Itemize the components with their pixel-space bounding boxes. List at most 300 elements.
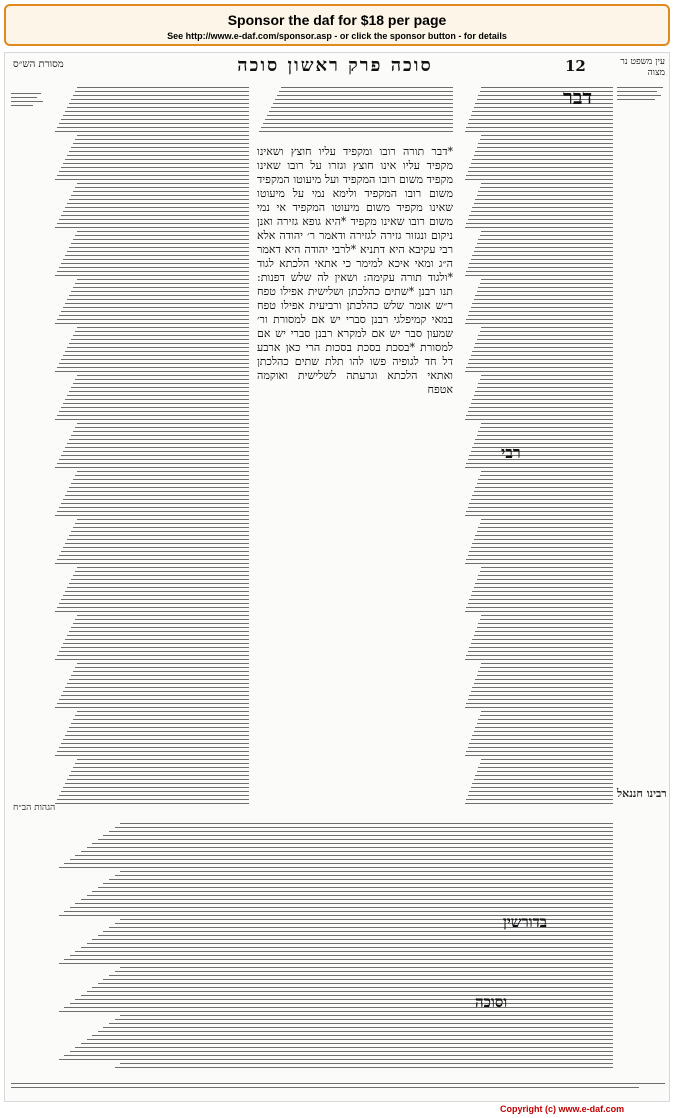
text-line xyxy=(481,327,613,328)
text-line xyxy=(59,555,249,556)
text-line xyxy=(472,543,613,544)
sponsor-title[interactable]: Sponsor the daf for $18 per page xyxy=(227,12,447,28)
text-line xyxy=(471,403,614,404)
text-line xyxy=(481,711,613,712)
text-line xyxy=(55,659,249,660)
text-line xyxy=(63,259,249,260)
text-line xyxy=(109,879,613,880)
text-line xyxy=(57,511,249,512)
text-line xyxy=(81,851,613,852)
text-line xyxy=(77,519,249,520)
text-line xyxy=(77,135,249,136)
text-line xyxy=(465,227,614,228)
text-line xyxy=(65,303,249,304)
text-line xyxy=(477,195,614,196)
text-line xyxy=(65,591,249,592)
text-line xyxy=(73,239,249,240)
text-line xyxy=(63,547,249,548)
text-line xyxy=(77,87,249,88)
text-line xyxy=(259,131,453,132)
text-line xyxy=(474,779,614,780)
text-line xyxy=(478,527,613,528)
text-line xyxy=(61,263,249,264)
text-line xyxy=(478,143,613,144)
text-line xyxy=(81,995,613,996)
text-line xyxy=(67,539,249,540)
text-line xyxy=(465,419,614,420)
text-line xyxy=(77,327,249,328)
text-line xyxy=(469,215,613,216)
text-line xyxy=(63,643,249,644)
text-line xyxy=(92,939,613,940)
text-line xyxy=(109,975,613,976)
text-line xyxy=(478,383,613,384)
text-line xyxy=(474,299,614,300)
text-line xyxy=(67,683,249,684)
text-line xyxy=(475,727,613,728)
text-line xyxy=(55,803,249,804)
text-line xyxy=(64,1055,613,1056)
text-line xyxy=(469,455,613,456)
sponsor-subtitle: See http://www.e-daf.com/sponsor.asp - or click the sponsor button - for details xyxy=(167,31,507,41)
text-line xyxy=(55,275,249,276)
text-line xyxy=(55,419,249,420)
text-line xyxy=(75,951,613,952)
text-line xyxy=(65,447,249,448)
text-line xyxy=(65,399,249,400)
text-line xyxy=(481,279,613,280)
text-line xyxy=(103,1027,613,1028)
text-line xyxy=(57,127,249,128)
text-line xyxy=(115,875,613,876)
text-line xyxy=(120,871,613,872)
text-line xyxy=(61,311,249,312)
text-line xyxy=(71,387,249,388)
text-line xyxy=(469,407,613,408)
text-line xyxy=(69,151,249,152)
text-line xyxy=(63,355,249,356)
text-line xyxy=(59,315,249,316)
text-line xyxy=(73,527,249,528)
text-line xyxy=(468,171,614,172)
text-line xyxy=(73,767,249,768)
text-line xyxy=(59,747,249,748)
text-line xyxy=(468,459,614,460)
text-line xyxy=(271,107,453,108)
text-line xyxy=(475,295,613,296)
ein-mishpat-label: עין משפט נר מצוה xyxy=(620,57,665,78)
text-line xyxy=(73,431,249,432)
text-line xyxy=(69,583,249,584)
text-line xyxy=(475,439,613,440)
text-line xyxy=(57,655,249,656)
text-line xyxy=(468,123,614,124)
text-line xyxy=(67,155,249,156)
text-line xyxy=(57,319,249,320)
text-line xyxy=(481,519,613,520)
text-line xyxy=(61,407,249,408)
text-line xyxy=(59,1011,613,1012)
text-line xyxy=(69,343,249,344)
text-line xyxy=(478,287,613,288)
text-line xyxy=(67,635,249,636)
text-line xyxy=(65,207,249,208)
text-line xyxy=(474,731,614,732)
text-line xyxy=(480,667,614,668)
text-line xyxy=(63,451,249,452)
text-line xyxy=(465,179,614,180)
text-line xyxy=(480,331,614,332)
text-line xyxy=(75,523,249,524)
text-line xyxy=(73,191,249,192)
text-line xyxy=(480,283,614,284)
text-line xyxy=(59,171,249,172)
text-line xyxy=(472,255,613,256)
text-line xyxy=(273,103,453,104)
text-line xyxy=(69,199,249,200)
right-margin-column xyxy=(617,87,667,767)
text-line xyxy=(55,179,249,180)
text-line xyxy=(466,175,613,176)
text-line xyxy=(71,627,249,628)
text-line xyxy=(61,695,249,696)
text-line xyxy=(478,335,613,336)
text-line xyxy=(474,683,614,684)
text-line xyxy=(75,427,249,428)
text-line xyxy=(67,299,249,300)
text-line xyxy=(120,967,613,968)
text-line xyxy=(480,379,614,380)
text-line xyxy=(77,471,249,472)
text-line xyxy=(77,423,249,424)
sponsor-banner[interactable] xyxy=(4,4,670,46)
text-line xyxy=(65,255,249,256)
text-line xyxy=(469,119,613,120)
text-line xyxy=(57,799,249,800)
text-line xyxy=(475,151,613,152)
text-line xyxy=(263,123,453,124)
text-line xyxy=(64,863,613,864)
text-line xyxy=(71,771,249,772)
text-line xyxy=(67,587,249,588)
text-line xyxy=(73,383,249,384)
text-line xyxy=(465,707,614,708)
text-line xyxy=(472,111,613,112)
text-line xyxy=(469,167,613,168)
text-line xyxy=(55,611,249,612)
text-line xyxy=(469,263,613,264)
text-line xyxy=(474,203,614,204)
text-line xyxy=(67,203,249,204)
text-line xyxy=(77,375,249,376)
text-line xyxy=(57,223,249,224)
text-line xyxy=(73,335,249,336)
text-line xyxy=(103,835,613,836)
text-line xyxy=(471,499,614,500)
text-line xyxy=(63,739,249,740)
text-line xyxy=(77,759,249,760)
text-line xyxy=(465,659,614,660)
text-line xyxy=(71,579,249,580)
text-line xyxy=(475,343,613,344)
text-line xyxy=(115,1067,613,1068)
footnote-strip xyxy=(11,1083,665,1101)
text-line xyxy=(92,1035,613,1036)
text-line xyxy=(478,671,613,672)
text-line xyxy=(471,595,614,596)
text-line xyxy=(75,999,613,1000)
text-line xyxy=(67,491,249,492)
text-line xyxy=(472,399,613,400)
text-line xyxy=(109,831,613,832)
text-line xyxy=(98,935,613,936)
mesoret-hashas-label: מסורת הש״ס xyxy=(13,59,64,70)
text-line xyxy=(465,467,614,468)
text-line xyxy=(59,867,613,868)
text-line xyxy=(478,95,613,96)
text-line xyxy=(63,403,249,404)
text-line xyxy=(481,663,613,664)
text-line xyxy=(469,791,613,792)
text-line xyxy=(87,895,613,896)
text-line xyxy=(474,491,614,492)
text-line xyxy=(465,275,614,276)
text-line xyxy=(103,979,613,980)
text-line xyxy=(55,227,249,228)
text-line xyxy=(73,719,249,720)
text-line xyxy=(472,351,613,352)
text-line xyxy=(472,159,613,160)
text-line xyxy=(471,259,614,260)
text-line xyxy=(477,291,614,292)
text-line xyxy=(471,787,614,788)
text-line xyxy=(480,427,614,428)
text-line xyxy=(466,319,613,320)
text-line xyxy=(75,331,249,332)
text-line xyxy=(474,347,614,348)
text-line xyxy=(477,243,614,244)
text-line xyxy=(480,235,614,236)
text-line xyxy=(477,435,614,436)
text-line xyxy=(477,387,614,388)
text-line xyxy=(468,219,614,220)
text-line xyxy=(478,431,613,432)
text-line xyxy=(63,499,249,500)
text-line xyxy=(65,639,249,640)
text-line xyxy=(481,567,613,568)
rashi-second-word: רבי xyxy=(501,443,521,462)
text-line xyxy=(71,339,249,340)
text-line xyxy=(67,443,249,444)
text-line xyxy=(474,635,614,636)
text-line xyxy=(67,347,249,348)
text-line xyxy=(75,235,249,236)
text-line xyxy=(73,575,249,576)
text-line xyxy=(468,315,614,316)
text-line xyxy=(477,723,614,724)
text-line xyxy=(77,663,249,664)
text-line xyxy=(61,167,249,168)
text-line xyxy=(471,307,614,308)
text-line xyxy=(481,231,613,232)
text-line xyxy=(77,279,249,280)
text-line xyxy=(275,99,453,100)
text-line xyxy=(469,647,613,648)
text-line xyxy=(471,163,614,164)
text-line xyxy=(472,207,613,208)
text-line xyxy=(465,563,614,564)
text-line xyxy=(75,763,249,764)
text-line xyxy=(474,587,614,588)
text-line xyxy=(57,367,249,368)
rashi-column xyxy=(463,87,613,817)
text-line xyxy=(465,323,614,324)
text-line xyxy=(466,655,613,656)
text-line xyxy=(466,751,613,752)
text-line xyxy=(63,115,249,116)
text-line xyxy=(472,783,613,784)
text-line xyxy=(477,147,614,148)
text-line xyxy=(465,515,614,516)
text-line xyxy=(70,1003,613,1004)
text-line xyxy=(471,451,614,452)
text-line xyxy=(474,395,614,396)
text-line xyxy=(481,135,613,136)
text-line xyxy=(481,423,613,424)
text-line xyxy=(65,543,249,544)
text-line xyxy=(71,147,249,148)
text-line xyxy=(468,363,614,364)
text-line xyxy=(477,531,614,532)
text-line xyxy=(465,755,614,756)
text-line xyxy=(57,463,249,464)
text-line xyxy=(465,131,614,132)
text-line xyxy=(469,743,613,744)
text-line xyxy=(469,551,613,552)
text-line xyxy=(59,123,249,124)
text-line xyxy=(474,443,614,444)
text-line xyxy=(55,707,249,708)
text-line xyxy=(55,371,249,372)
text-line xyxy=(73,671,249,672)
text-line xyxy=(469,503,613,504)
text-line xyxy=(59,603,249,604)
text-line xyxy=(73,143,249,144)
text-line xyxy=(480,715,614,716)
text-line xyxy=(466,511,613,512)
text-line xyxy=(59,219,249,220)
text-line xyxy=(115,827,613,828)
text-line xyxy=(71,435,249,436)
text-line xyxy=(475,631,613,632)
text-line xyxy=(466,703,613,704)
copyright-link[interactable]: Copyright (c) www.e-daf.com xyxy=(500,1104,625,1114)
text-line xyxy=(480,139,614,140)
text-line xyxy=(57,271,249,272)
rabbeinu-chananel-label: רבינו חננאל xyxy=(617,787,667,800)
text-line xyxy=(481,471,613,472)
text-line xyxy=(109,1023,613,1024)
text-line xyxy=(480,571,614,572)
text-line xyxy=(466,799,613,800)
text-line xyxy=(71,483,249,484)
text-line xyxy=(71,531,249,532)
text-line xyxy=(466,127,613,128)
page-title: סוכה פרק ראשון סוכה xyxy=(237,55,433,76)
gemara-body: *דבר תורה רובו ומקפיד עליו חוצץ ושאינו מקפיד עליו אינו חוצץ וגזרו על רובו שאינו מקפיד משום רובו המקפיד ועל מיעוטו המקפיד משום רובו המקפיד ולימא נמי על מיעוטו שאינו מקפיד משום מיעוטו המקפיד אי נמי משום רובו שאינו מקפיד *היא גופא גזירה ואנן ניקום ונגזור גזירה לגזירה ודאמר ר׳ יהודה אלא רבי עקיבא היא דתניא *לרבי יהודה היא דאמר ה״ג ומאי איכא למימר כי אתאי הלכתא לגוד *ולגוד תורה עקימה: ושאין לה שלש דפנות: תנו רבנן *שתים כהלכתן ושלישית אפילו טפח ר״ש אומר שלש כהלכתן ורביעית אפילו טפח במאי קמיפלגי רבנן סברי יש אם למסורת ור׳ שמעון סבר יש אם למקרא רבנן סברי יש אם למסורת *בסכת בסכת בסכות הרי כאן ארבע דל חד לגופיה פשו להו תלת שתים כהלכתן ואתאי הלכתא וגרעתה לשלישית ואוקמה אטפח xyxy=(257,145,453,396)
text-line xyxy=(115,1019,613,1020)
text-line xyxy=(73,623,249,624)
text-line xyxy=(75,667,249,668)
page-header xyxy=(5,53,671,81)
text-line xyxy=(77,567,249,568)
text-line xyxy=(475,583,613,584)
text-line xyxy=(472,303,613,304)
text-line xyxy=(61,503,249,504)
tosafot-column xyxy=(53,87,249,817)
text-line xyxy=(480,91,614,92)
text-line xyxy=(63,211,249,212)
text-line xyxy=(471,115,614,116)
text-line xyxy=(57,703,249,704)
text-line xyxy=(69,391,249,392)
text-line xyxy=(466,559,613,560)
text-line xyxy=(468,411,614,412)
text-line xyxy=(69,679,249,680)
text-line xyxy=(59,507,249,508)
text-line xyxy=(61,215,249,216)
text-line xyxy=(65,351,249,352)
text-line xyxy=(57,607,249,608)
text-line xyxy=(75,187,249,188)
left-margin-column xyxy=(11,93,49,773)
text-line xyxy=(87,943,613,944)
text-line xyxy=(120,1063,613,1064)
text-line xyxy=(98,983,613,984)
text-line xyxy=(59,963,613,964)
text-line xyxy=(65,735,249,736)
text-line xyxy=(475,247,613,248)
text-line xyxy=(481,183,613,184)
text-line xyxy=(65,495,249,496)
text-line xyxy=(59,651,249,652)
text-line xyxy=(87,991,613,992)
text-line xyxy=(75,619,249,620)
text-line xyxy=(475,775,613,776)
text-line xyxy=(64,911,613,912)
text-line xyxy=(71,675,249,676)
text-line xyxy=(466,367,613,368)
text-line xyxy=(478,239,613,240)
text-line xyxy=(480,763,614,764)
text-line xyxy=(480,619,614,620)
text-line xyxy=(92,987,613,988)
text-line xyxy=(478,191,613,192)
text-line xyxy=(75,903,613,904)
text-line xyxy=(57,559,249,560)
text-line xyxy=(475,535,613,536)
text-line xyxy=(478,767,613,768)
text-line xyxy=(469,695,613,696)
text-line xyxy=(98,1031,613,1032)
text-line xyxy=(69,775,249,776)
text-line xyxy=(265,119,453,120)
text-line xyxy=(87,1039,613,1040)
text-line xyxy=(64,959,613,960)
text-line xyxy=(73,95,249,96)
text-line xyxy=(69,487,249,488)
text-line xyxy=(65,687,249,688)
